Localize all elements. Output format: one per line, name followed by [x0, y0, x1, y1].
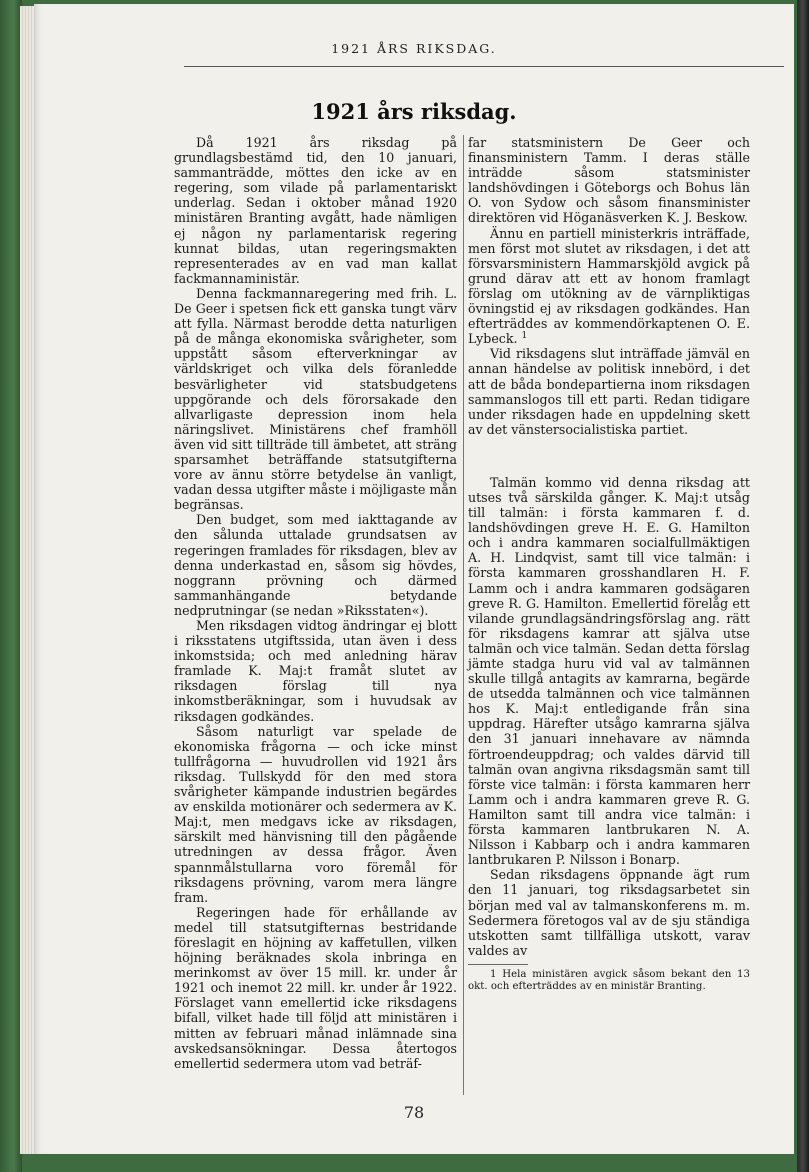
running-head: 1921 ÅRS RIKSDAG.	[331, 41, 497, 56]
column-rule	[463, 135, 464, 1095]
paragraph: far statsministern De Geer och finansministern Tamm. I deras ställe inträdde såsom statsminister landshövdingen i Göteborgs och Bohus län O. von Sydow och såsom finansminister direktören vid Höganäsverken K. J. Beskow.	[468, 135, 750, 226]
paragraph	[468, 226, 750, 347]
header-rule	[184, 66, 784, 67]
paragraph: Vid riksdagens slut inträffade jämväl en annan händelse av politisk innebörd, i det att de båda bondepartierna inom riksdagen sammanslogos till ett parti. Redan tidigare under riksdagen hade en uppdelning skett av det vänstersocialistiska partiet.	[468, 346, 750, 437]
book-cover-edge	[797, 0, 809, 1172]
paragraph: Talmän kommo vid denna riksdag att utses två särskilda gånger. K. Maj:t utsåg till talmän: i första kammaren f. d. landshövdingen greve H. E. G. Hamilton och i andra kammaren socialfullmäktigen A. H. Lindqvist, samt till vice talmän: i första kammaren grosshandlaren H. F. Lamm och i andra kammaren godsägaren greve R. G. Hamilton. Emellertid förelåg ett vilande grundlagsändringsförslag ang. rätt för riksdagens kamrar att själva utse talmän och vice talmän. Sedan detta förslag jämte stadga huru vid val av talmännen skulle tillgå antagits av kamrarna, begärde de utsedda talmännen och vice talmännen hos K. Maj:t entledigande från sina uppdrag. Härefter utsågo kamrarna själva den 31 januari innehavare av nämnda förtroendeuppdrag; och valdes därvid till talmän ovan angivna riksdagsmän samt till förste vice talmän: i första kammaren herr Lamm och i andra kammaren greve R. G. Hamilton samt till andra vice talmän: i första kammaren lantbrukaren N. A. Nilsson i Kabbarp och i andra kammaren lantbrukaren P. Nilsson i Bonarp.	[468, 474, 750, 868]
paragraph: Sedan riksdagens öppnande ägt rum den 11 januari, tog riksdagsarbetet sin början med val av talmanskonferens m. m. Sedermera företogos val av de sju ständiga utskotten samt tillfälliga utskott, varav valdes av	[468, 867, 750, 958]
footnote: 1 Hela ministären avgick såsom bekant den 13 okt. och efterträddes av en ministär Branting.	[468, 968, 750, 992]
paragraph: Regeringen hade för erhållande av medel till statsutgifternas bestridande föreslagit en höjning av kaffetullen, vilken höjning beräknades skola inbringa en merinkomst av över 15 mill. kr. under år 1921 och inemot 22 mill. kr. under år 1922. Förslaget vann emellertid icke riksdagens bifall, vilket hade till följd att ministären i mitten av februari månad inlämnade sina avskedsansökningar. Dessa återtogos emellertid sedermera utom vad beträf-	[174, 904, 457, 1071]
footnote-rule	[468, 964, 528, 965]
paragraph: Såsom naturligt var spelade de ekonomiska frågorna — och icke minst tullfrågorna — huvudrollen vid 1921 års riksdag. Tullskydd för den med stora svårigheter kämpande industrien begärdes av enskilda motionärer och sedermera av K. Maj:t, men medgavs icke av riksdagen, särskilt med hänvisning till den pågående utredningen av dessa frågor. Även spannmålstullarna voro föremål för riksdagens prövning, varom mera längre fram.	[174, 723, 457, 905]
paragraph: Men riksdagen vidtog ändringar ej blott i riksstatens utgiftssida, utan även i dess inkomstsida; och med anledning härav framlade K. Maj:t framåt slutet av riksdagen förslag till nya inkomstberäkningar, som i huvudsak av riksdagen godkändes.	[174, 618, 457, 724]
book-cover-spine	[0, 0, 22, 1172]
book-page	[34, 4, 794, 1154]
paragraph: Denna fackmannaregering med frih. L. De Geer i spetsen fick ett ganska tungt värv att fylla. Närmast berodde detta naturligen på de många ekonomiska svårigheter, som uppstått såsom efterverkningar av världskriget och vilka dels föranledde besvärligheter vid statsbudgetens uppgörande och dels förorsakade den allvarligaste depression inom hela näringslivet. Ministärens chef framhöll även vid sitt tillträde till ämbetet, att sträng sparsamhet beträffande statsutgifterna vore av ännu större betydelse än vanligt, vadan dessa utgifter måste i möjligaste mån begränsas.	[174, 285, 457, 513]
footnote-marker: 1	[521, 331, 528, 342]
section-break	[468, 437, 750, 475]
right-column	[468, 135, 750, 993]
paragraph: Då 1921 års riksdag på grundlagsbestämd tid, den 10 januari, sammanträdde, möttes den icke av en regering, som vilade på parlamentariskt underlag. Sedan i oktober månad 1920 ministären Branting avgått, hade nämligen ej någon ny parlamentarisk regering kunnat bildas, utan regeringsmakten representerades av en vad man kallat fackmannaministär.	[174, 135, 457, 286]
paragraph-text: Ännu en partiell ministerkris inträffade, men först mot slutet av riksdagen, i det att försvarsministern Hammarskjöld avgick på grund därav att ett av honom framlagt förslag om utökning av de värnpliktigas övningstid ej av riksdagen godkändes. Han efterträddes av kommendörkaptenen O. E. Lybeck.	[468, 225, 750, 347]
page-number: 78	[403, 1103, 425, 1122]
paragraph: Den budget, som med iakttagande av den sålunda uttalade grundsatsen av regeringen framlades för riksdagen, blev av denna underkastad en, såsom sig hövdes, noggrann prövning och därmed sammanhängande betydande nedprutningar (se nedan »Riksstaten«).	[174, 512, 457, 618]
page-title: 1921 års riksdag.	[311, 99, 517, 124]
left-column	[174, 135, 457, 1071]
